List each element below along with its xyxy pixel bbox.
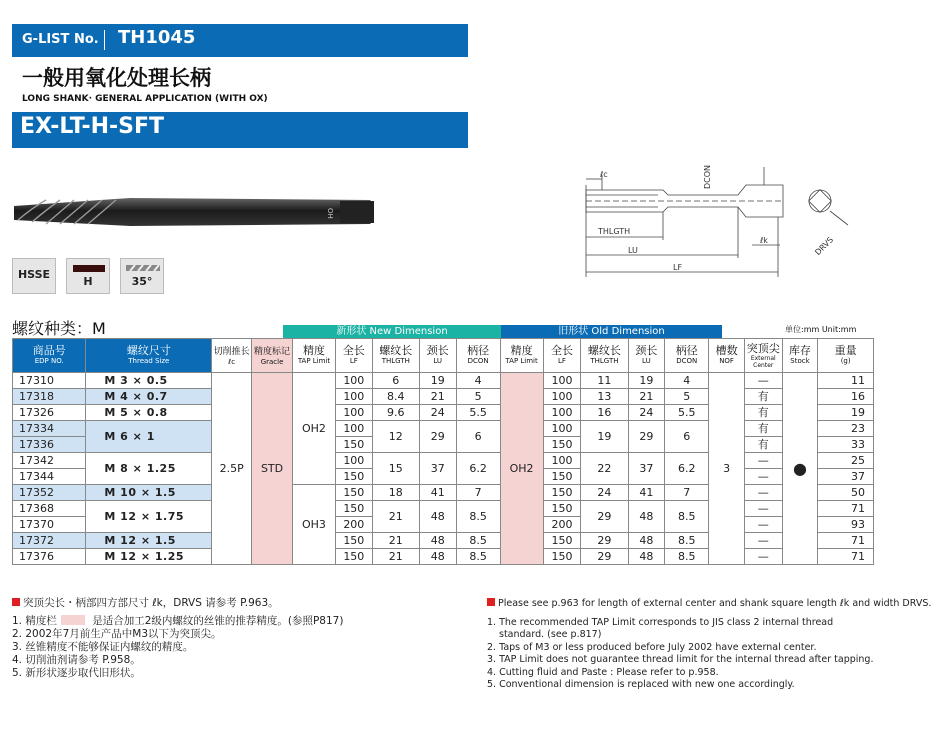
edp-cell: 17370 bbox=[13, 517, 86, 533]
note-cn-head: 突顶尖长・柄部四方部尺寸 ℓk，DRVS 请参考 P.963。 bbox=[12, 597, 472, 610]
thread-size-cell: M 5 × 0.8 bbox=[86, 405, 212, 421]
dcon-new-cell: 4 bbox=[456, 373, 500, 389]
table-row bbox=[13, 421, 874, 437]
external-center-cell: — bbox=[744, 485, 782, 501]
col-lu-new: 颈长 LU bbox=[419, 339, 456, 373]
col-nof: 槽数 NOF bbox=[709, 339, 745, 373]
tap-limit-new-cell: OH3 bbox=[292, 485, 335, 565]
edp-cell: 17376 bbox=[13, 549, 86, 565]
edp-cell: 17368 bbox=[13, 501, 86, 517]
lf-new-cell: 150 bbox=[335, 533, 372, 549]
lf-new-cell: 100 bbox=[335, 373, 372, 389]
external-center-cell: — bbox=[744, 549, 782, 565]
weight-cell: 50 bbox=[818, 485, 874, 501]
col-tap-old: 精度 TAP Limit bbox=[500, 339, 543, 373]
dcon-new-cell: 7 bbox=[456, 485, 500, 501]
table-row bbox=[13, 389, 874, 405]
weight-cell: 16 bbox=[818, 389, 874, 405]
lf-old-cell: 150 bbox=[543, 469, 581, 485]
external-center-cell: — bbox=[744, 469, 782, 485]
external-center-cell: — bbox=[744, 501, 782, 517]
lu-old-cell: 21 bbox=[628, 389, 665, 405]
note-cn-3: 3. 丝锥精度不能够保证内螺纹的精度。 bbox=[12, 641, 194, 653]
lf-old-cell: 100 bbox=[543, 405, 581, 421]
lu-old-cell: 29 bbox=[628, 421, 665, 453]
unit-label: 单位:mm Unit:mm bbox=[785, 325, 857, 334]
weight-cell: 23 bbox=[818, 421, 874, 437]
lu-new-cell: 19 bbox=[419, 373, 456, 389]
dcon-old-cell: 8.5 bbox=[665, 533, 709, 549]
notes-cn bbox=[12, 597, 472, 680]
edp-cell: 17344 bbox=[13, 469, 86, 485]
product-code: EX-LT-H-SFT bbox=[20, 114, 165, 139]
weight-cell: 11 bbox=[818, 373, 874, 389]
col-grade: 精度标记 Gracle bbox=[252, 339, 293, 373]
edp-cell: 17334 bbox=[13, 421, 86, 437]
external-center-cell: — bbox=[744, 517, 782, 533]
thread-size-cell: M 6 × 1 bbox=[86, 421, 212, 453]
lu-old-cell: 24 bbox=[628, 405, 665, 421]
tap-dimension-drawing bbox=[568, 165, 868, 280]
helix-angle-badge: 35° bbox=[120, 258, 164, 294]
external-center-cell: 有 bbox=[744, 421, 782, 437]
tap-limit-old-cell: OH2 bbox=[500, 373, 543, 565]
note-cn-2: 2. 2002年7月前生产品中M3以下为突顶尖。 bbox=[12, 628, 222, 640]
note-en-4: 4. Cutting fluid and Paste : Please refer to p.958. bbox=[487, 666, 719, 678]
thlgth-old-cell: 22 bbox=[581, 453, 628, 485]
lf-old-cell: 150 bbox=[543, 485, 581, 501]
weight-cell: 33 bbox=[818, 437, 874, 453]
thread-size-cell: M 3 × 0.5 bbox=[86, 373, 212, 389]
pink-swatch bbox=[61, 615, 85, 625]
lu-old-cell: 48 bbox=[628, 501, 665, 533]
lf-new-cell: 150 bbox=[335, 485, 372, 501]
old-dimension-header: 旧形状 Old Dimension bbox=[501, 325, 722, 338]
col-external-center: 突顶尖 External Center bbox=[744, 339, 782, 373]
dcon-old-cell: 5.5 bbox=[665, 405, 709, 421]
notes-en bbox=[487, 598, 942, 692]
dcon-old-cell: 4 bbox=[665, 373, 709, 389]
thlgth-new-cell: 21 bbox=[372, 533, 419, 549]
note-cn-4: 4. 切削油剂请参考 P.958。 bbox=[12, 654, 141, 666]
glist-label: G-LIST No. bbox=[22, 32, 99, 47]
dcon-new-cell: 5.5 bbox=[456, 405, 500, 421]
col-dcon-new: 柄径 DCON bbox=[456, 339, 500, 373]
weight-cell: 71 bbox=[818, 533, 874, 549]
weight-cell: 93 bbox=[818, 517, 874, 533]
thlgth-old-cell: 11 bbox=[581, 373, 628, 389]
col-stock: 库存 Stock bbox=[782, 339, 818, 373]
lu-old-cell: 37 bbox=[628, 453, 665, 485]
drawing-thlgth-label: THLGTH bbox=[598, 227, 631, 236]
lf-old-cell: 100 bbox=[543, 389, 581, 405]
lf-new-cell: 150 bbox=[335, 469, 372, 485]
lf-old-cell: 100 bbox=[543, 373, 581, 389]
lu-new-cell: 29 bbox=[419, 421, 456, 453]
thlgth-old-cell: 24 bbox=[581, 485, 628, 501]
material-badge: HSSE bbox=[12, 258, 56, 294]
edp-cell: 17318 bbox=[13, 389, 86, 405]
external-center-cell: — bbox=[744, 453, 782, 469]
lu-new-cell: 48 bbox=[419, 533, 456, 549]
note-en-2: 2. Taps of M3 or less produced before July 2002 have external center. bbox=[487, 641, 817, 653]
note-en-head: Please see p.963 for length of external center and shank square length ℓk and width DRVS. bbox=[487, 598, 942, 611]
thlgth-new-cell: 9.6 bbox=[372, 405, 419, 421]
thread-size-cell: M 8 × 1.25 bbox=[86, 453, 212, 485]
tap-limit-new-cell: OH2 bbox=[292, 373, 335, 485]
thread-type-label: 螺纹种类：M bbox=[12, 319, 106, 338]
table-row bbox=[13, 453, 874, 469]
dcon-old-cell: 8.5 bbox=[665, 501, 709, 533]
external-center-cell: — bbox=[744, 533, 782, 549]
lu-new-cell: 21 bbox=[419, 389, 456, 405]
lf-old-cell: 150 bbox=[543, 501, 581, 517]
cn-title: 一般用氧化处理长柄 bbox=[22, 66, 211, 90]
table-row bbox=[13, 501, 874, 517]
lu-new-cell: 37 bbox=[419, 453, 456, 485]
lc-cell: 2.5P bbox=[212, 373, 252, 565]
lf-old-cell: 150 bbox=[543, 549, 581, 565]
dcon-old-cell: 7 bbox=[665, 485, 709, 501]
lf-new-cell: 100 bbox=[335, 389, 372, 405]
dcon-new-cell: 6 bbox=[456, 421, 500, 453]
col-size: 螺纹尺寸 Thread Size bbox=[86, 339, 212, 373]
lf-new-cell: 150 bbox=[335, 437, 372, 453]
col-dcon-old: 柄径 DCON bbox=[665, 339, 709, 373]
red-square-icon bbox=[487, 598, 495, 606]
table-row bbox=[13, 373, 874, 389]
col-edp: 商品号 EDP NO. bbox=[13, 339, 86, 373]
table-row bbox=[13, 549, 874, 565]
spec-table-body bbox=[13, 373, 874, 565]
header-separator bbox=[104, 30, 105, 50]
note-cn-1: 1. 精度栏 是适合加工2级内螺纹的丝锥的推荐精度。(参照P817) bbox=[12, 615, 344, 627]
lf-new-cell: 150 bbox=[335, 549, 372, 565]
external-center-cell: 有 bbox=[744, 437, 782, 453]
spec-table bbox=[12, 338, 874, 565]
lu-new-cell: 41 bbox=[419, 485, 456, 501]
col-lc: 切削推长 ℓc bbox=[212, 339, 252, 373]
note-en-1b: standard. (see p.817) bbox=[499, 629, 602, 640]
dcon-new-cell: 8.5 bbox=[456, 501, 500, 533]
drawing-lc-label: ℓc bbox=[600, 170, 608, 179]
note-cn-5: 5. 新形状逐步取代旧形状。 bbox=[12, 667, 141, 679]
edp-cell: 17352 bbox=[13, 485, 86, 501]
drawing-lu-label: LU bbox=[628, 246, 638, 255]
thread-size-cell: M 12 × 1.25 bbox=[86, 549, 212, 565]
lf-old-cell: 100 bbox=[543, 421, 581, 437]
lu-old-cell: 41 bbox=[628, 485, 665, 501]
grade-cell: STD bbox=[252, 373, 293, 565]
dcon-new-cell: 6.2 bbox=[456, 453, 500, 485]
tap-image bbox=[10, 186, 382, 238]
lf-new-cell: 100 bbox=[335, 453, 372, 469]
red-square-icon bbox=[12, 598, 20, 606]
col-tap-new: 精度 TAP Limit bbox=[292, 339, 335, 373]
svg-text:OH: OH bbox=[326, 208, 334, 219]
drawing-lf-label: LF bbox=[673, 263, 683, 272]
lf-new-cell: 200 bbox=[335, 517, 372, 533]
dcon-new-cell: 8.5 bbox=[456, 549, 500, 565]
lu-old-cell: 48 bbox=[628, 533, 665, 549]
dcon-old-cell: 6.2 bbox=[665, 453, 709, 485]
col-lu-old: 颈长 LU bbox=[628, 339, 665, 373]
weight-cell: 71 bbox=[818, 501, 874, 517]
thlgth-new-cell: 21 bbox=[372, 549, 419, 565]
table-row bbox=[13, 405, 874, 421]
nof-cell: 3 bbox=[709, 373, 745, 565]
col-weight: 重量 (g) bbox=[818, 339, 874, 373]
thlgth-new-cell: 8.4 bbox=[372, 389, 419, 405]
coating-badge: H bbox=[66, 258, 110, 294]
thlgth-old-cell: 13 bbox=[581, 389, 628, 405]
drawing-lk-label: ℓk bbox=[760, 236, 768, 245]
weight-cell: 71 bbox=[818, 549, 874, 565]
thlgth-new-cell: 6 bbox=[372, 373, 419, 389]
lf-old-cell: 200 bbox=[543, 517, 581, 533]
thread-size-cell: M 4 × 0.7 bbox=[86, 389, 212, 405]
lu-old-cell: 19 bbox=[628, 373, 665, 389]
col-thlgth-old: 螺纹长 THLGTH bbox=[581, 339, 628, 373]
drawing-dcon-label: DCON bbox=[703, 165, 712, 189]
drawing-drvs-label: DRVS bbox=[813, 235, 836, 258]
helix-icon bbox=[126, 263, 160, 275]
dcon-new-cell: 5 bbox=[456, 389, 500, 405]
en-title: LONG SHANK· GENERAL APPLICATION (WITH OX) bbox=[22, 94, 268, 104]
thlgth-old-cell: 29 bbox=[581, 501, 628, 533]
thlgth-old-cell: 16 bbox=[581, 405, 628, 421]
col-lf-old: 全长 LF bbox=[543, 339, 581, 373]
note-en-1: 1. The recommended TAP Limit corresponds to JIS class 2 internal thread bbox=[487, 616, 834, 628]
lf-new-cell: 100 bbox=[335, 421, 372, 437]
weight-cell: 25 bbox=[818, 453, 874, 469]
table-row bbox=[13, 485, 874, 501]
glist-number: TH1045 bbox=[118, 27, 196, 48]
col-lf-new: 全长 LF bbox=[335, 339, 372, 373]
lu-new-cell: 48 bbox=[419, 549, 456, 565]
dcon-new-cell: 8.5 bbox=[456, 533, 500, 549]
thlgth-new-cell: 18 bbox=[372, 485, 419, 501]
lu-new-cell: 24 bbox=[419, 405, 456, 421]
lf-old-cell: 100 bbox=[543, 453, 581, 469]
dcon-old-cell: 8.5 bbox=[665, 549, 709, 565]
col-thlgth-new: 螺纹长 THLGTH bbox=[372, 339, 419, 373]
thlgth-new-cell: 15 bbox=[372, 453, 419, 485]
note-en-3: 3. TAP Limit does not guarantee thread limit for the internal thread after tapping. bbox=[487, 654, 874, 665]
thlgth-old-cell: 19 bbox=[581, 421, 628, 453]
dcon-old-cell: 5 bbox=[665, 389, 709, 405]
thlgth-new-cell: 21 bbox=[372, 501, 419, 533]
external-center-cell: — bbox=[744, 373, 782, 389]
lu-new-cell: 48 bbox=[419, 501, 456, 533]
thlgth-old-cell: 29 bbox=[581, 533, 628, 549]
edp-cell: 17310 bbox=[13, 373, 86, 389]
edp-cell: 17326 bbox=[13, 405, 86, 421]
thread-size-cell: M 12 × 1.5 bbox=[86, 533, 212, 549]
weight-cell: 37 bbox=[818, 469, 874, 485]
lf-old-cell: 150 bbox=[543, 437, 581, 453]
edp-cell: 17342 bbox=[13, 453, 86, 469]
note-en-5: 5. Conventional dimension is replaced with new one accordingly. bbox=[487, 679, 795, 690]
table-row bbox=[13, 533, 874, 549]
external-center-cell: 有 bbox=[744, 405, 782, 421]
thread-size-cell: M 10 × 1.5 bbox=[86, 485, 212, 501]
dcon-old-cell: 6 bbox=[665, 421, 709, 453]
lf-new-cell: 100 bbox=[335, 405, 372, 421]
thlgth-new-cell: 12 bbox=[372, 421, 419, 453]
edp-cell: 17372 bbox=[13, 533, 86, 549]
edp-cell: 17336 bbox=[13, 437, 86, 453]
new-dimension-header: 新形状 New Dimension bbox=[283, 325, 501, 338]
lu-old-cell: 48 bbox=[628, 549, 665, 565]
lf-new-cell: 150 bbox=[335, 501, 372, 517]
weight-cell: 19 bbox=[818, 405, 874, 421]
thlgth-old-cell: 29 bbox=[581, 549, 628, 565]
thread-size-cell: M 12 × 1.75 bbox=[86, 501, 212, 533]
stock-cell: ● bbox=[782, 373, 818, 565]
external-center-cell: 有 bbox=[744, 389, 782, 405]
lf-old-cell: 150 bbox=[543, 533, 581, 549]
